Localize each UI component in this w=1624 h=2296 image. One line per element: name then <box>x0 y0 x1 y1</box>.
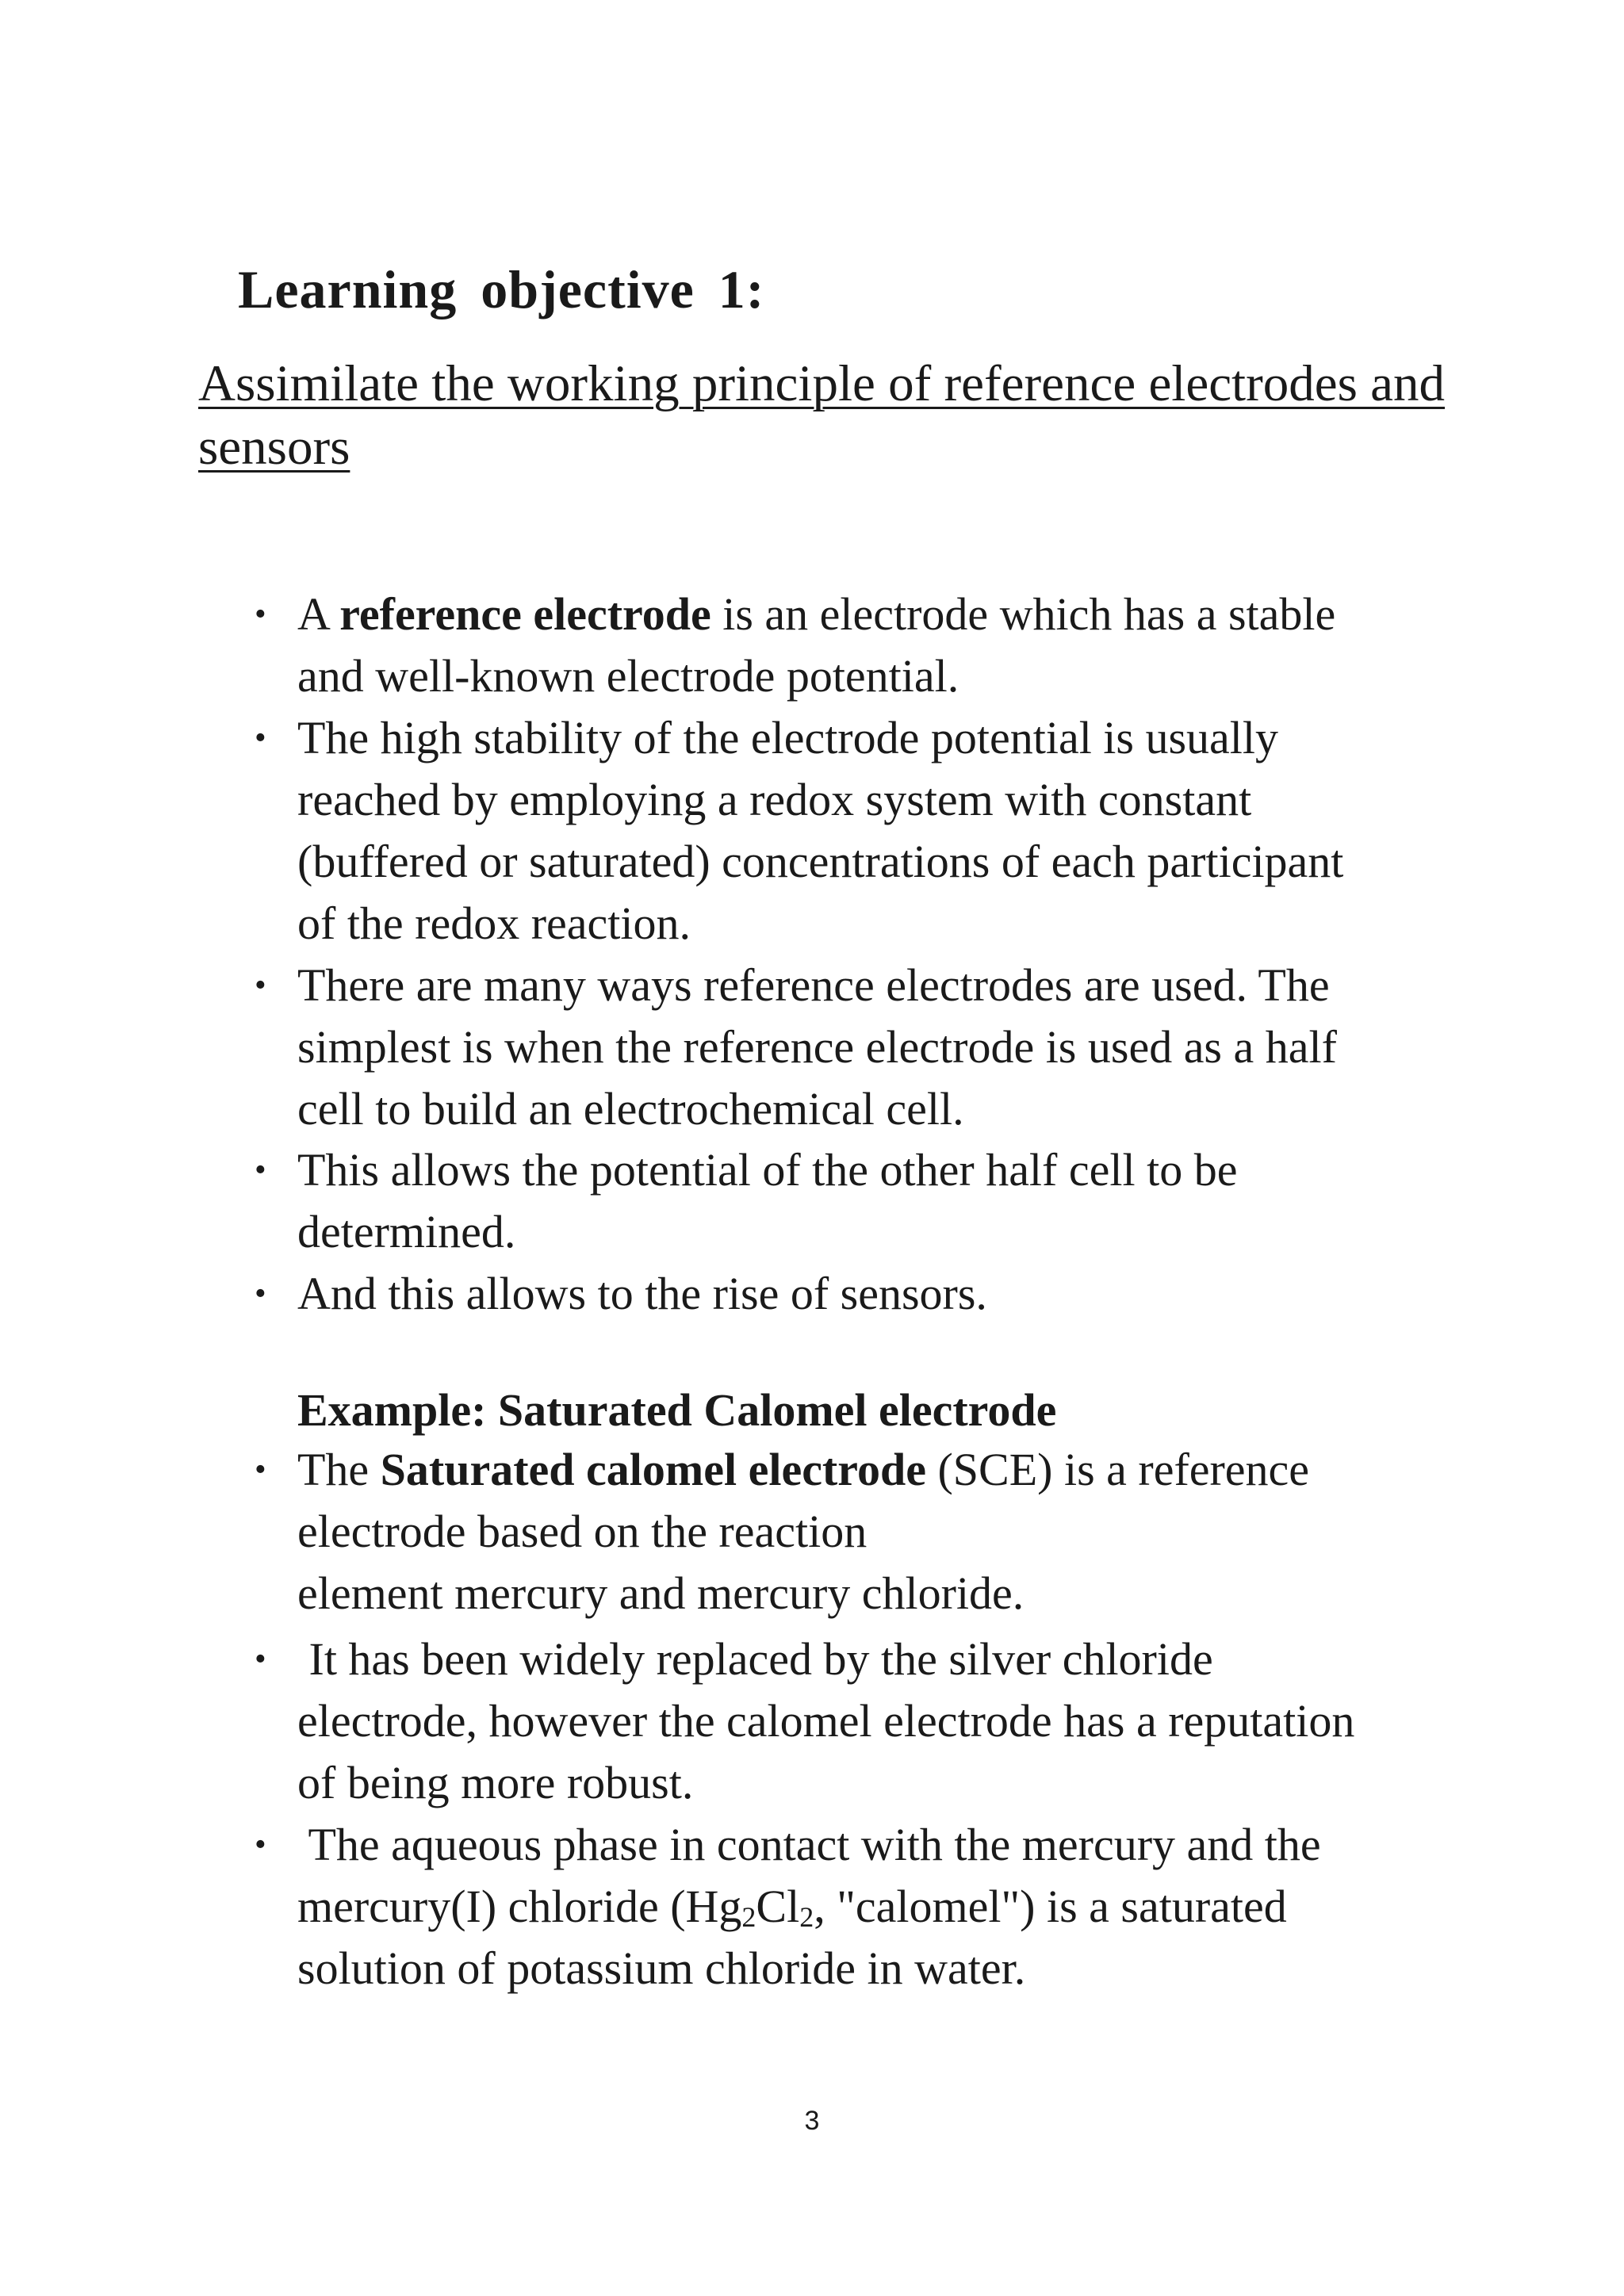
list-item-silver-chloride <box>255 1628 1463 1814</box>
bold-term: reference electrode <box>339 588 711 640</box>
list-item-sce <box>255 1439 1463 1624</box>
text: mercury(I) chloride (Hg <box>297 1881 742 1932</box>
text: It has been widely replaced by the silver chloride <box>297 1633 1213 1685</box>
list-item-stability <box>255 707 1463 955</box>
text: simplest is when the reference electrode is used as a half <box>297 1021 1337 1073</box>
list-item-sensors <box>255 1263 1463 1325</box>
text: of the redox reaction. <box>297 897 691 949</box>
text: The high stability of the electrode potential is usually <box>297 712 1279 763</box>
subscript: 2 <box>799 1901 814 1933</box>
text: of being more robust. <box>297 1757 694 1808</box>
text: The <box>297 1444 381 1495</box>
text: reached by employing a redox system with constant <box>297 774 1252 825</box>
bullet-icon: • <box>255 1452 266 1488</box>
text: The aqueous phase in contact with the mercury and the <box>297 1819 1321 1870</box>
bullet-icon: • <box>255 1152 266 1188</box>
text: electrode based on the reaction <box>297 1506 868 1557</box>
text: (SCE) is a reference <box>925 1444 1310 1495</box>
bullet-icon: • <box>255 720 266 756</box>
learning-objective: Assimilate the working principle of reference electrodes and sensors <box>198 355 1445 476</box>
bold-term: Saturated calomel electrode <box>380 1444 926 1495</box>
text: and well-known electrode potential. <box>297 650 959 702</box>
bullet-icon: • <box>255 1276 266 1312</box>
list-item-potential <box>255 1139 1463 1263</box>
text: electrode, however the calomel electrode has a reputation <box>297 1695 1355 1747</box>
text: And this allows to the rise of sensors. <box>297 1268 987 1319</box>
text: This allows the potential of the other half cell to be <box>297 1144 1238 1196</box>
list-item-aqueous-phase <box>255 1814 1463 1999</box>
text: element mercury and mercury chloride. <box>297 1567 1025 1619</box>
list-item-usage <box>255 955 1463 1140</box>
bullet-icon: • <box>255 1641 266 1678</box>
bullet-icon: • <box>255 596 266 633</box>
text: is an electrode which has a stable <box>710 588 1336 640</box>
subscript: 2 <box>741 1901 756 1933</box>
text: A <box>297 588 340 640</box>
text: determined. <box>297 1206 516 1257</box>
text: cell to build an electrochemical cell. <box>297 1083 964 1135</box>
text: solution of potassium chloride in water. <box>297 1942 1026 1994</box>
bullet-icon: • <box>255 1827 266 1863</box>
page-heading: Learning objective 1: <box>238 259 765 320</box>
text: (buffered or saturated) concentrations of each participant <box>297 836 1344 887</box>
text: Cl <box>756 1881 800 1932</box>
example-heading: Example: Saturated Calomel electrode <box>297 1384 1057 1436</box>
page-number: 3 <box>804 2106 820 2136</box>
bullet-icon: • <box>255 967 266 1004</box>
list-item-reference-electrode <box>255 584 1463 707</box>
text: There are many ways reference electrodes are used. The <box>297 959 1330 1011</box>
text: , "calomel") is a saturated <box>814 1881 1287 1932</box>
